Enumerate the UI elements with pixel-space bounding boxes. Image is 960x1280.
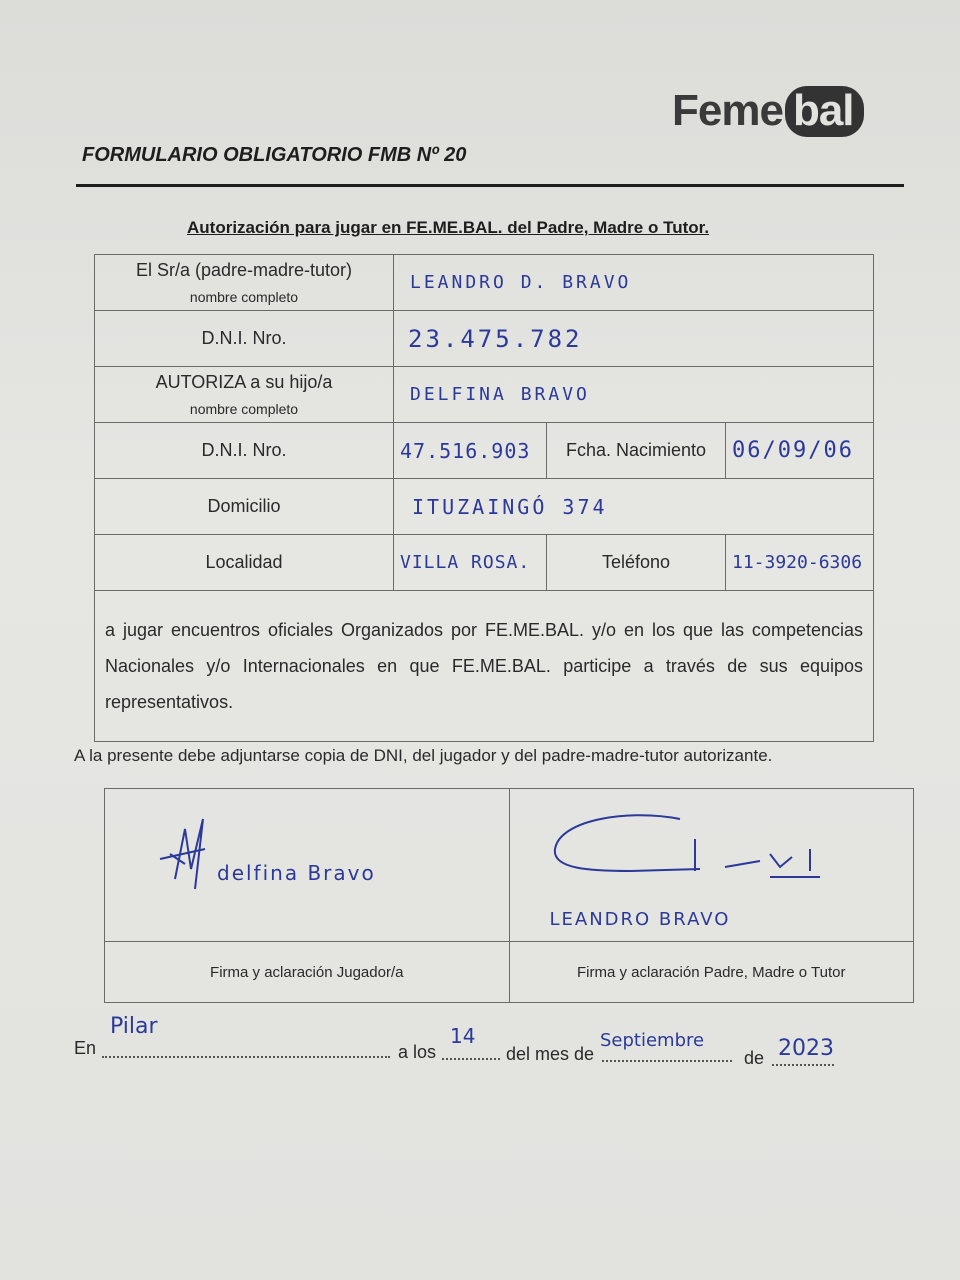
form-subtitle: Autorización para jugar en FE.ME.BAL. del Padre, Madre o Tutor. xyxy=(187,218,710,237)
authorization-table xyxy=(94,254,874,742)
parent-signature-scribble xyxy=(530,809,850,889)
child-name-label-cell xyxy=(95,367,394,423)
year-value: 2023 xyxy=(778,1036,834,1061)
place-value: Pilar xyxy=(110,1014,158,1039)
de-label: de xyxy=(744,1048,765,1068)
parent-name-label-cell xyxy=(95,255,394,311)
parent-signature-caption: Firma y aclaración Padre, Madre o Tutor xyxy=(509,942,914,1003)
mes-label: del mes de xyxy=(506,1044,595,1064)
logo-text-badge: bal xyxy=(785,86,864,137)
authorization-paragraph: a jugar encuentros oficiales Organizados por FE.ME.BAL. y/o en los que las competencias Nacionales y/o Internacionales en que FE.ME.BAL. participe a través de sus equipos representativos. xyxy=(95,591,874,742)
city-label: Localidad xyxy=(95,535,394,591)
parent-dni-label: D.N.I. Nro. xyxy=(95,311,394,367)
en-label: En xyxy=(74,1038,97,1058)
child-dni-value: 47.516.903 xyxy=(400,438,531,463)
parent-dni-field[interactable] xyxy=(394,311,874,367)
year-field-line[interactable] xyxy=(772,1064,834,1066)
child-dni-field[interactable] xyxy=(394,423,547,479)
birth-date-label: Fcha. Nacimiento xyxy=(547,423,726,479)
child-dni-row xyxy=(95,423,874,479)
authorization-text-row xyxy=(95,591,874,742)
child-dni-label: D.N.I. Nro. xyxy=(95,423,394,479)
day-value: 14 xyxy=(450,1024,476,1048)
parent-signature-name: LEANDRO BRAVO xyxy=(549,909,731,930)
address-field[interactable] xyxy=(394,479,874,535)
city-row xyxy=(95,535,874,591)
parent-dni-value: 23.475.782 xyxy=(408,324,583,353)
birth-date-field[interactable] xyxy=(726,423,874,479)
header-divider xyxy=(76,184,904,187)
month-field-line[interactable] xyxy=(602,1060,732,1062)
phone-field[interactable] xyxy=(726,535,874,591)
phone-value: 11-3920-6306 xyxy=(732,552,863,573)
address-value: ITUZAINGÓ 374 xyxy=(412,494,608,519)
signature-table xyxy=(104,788,914,1003)
player-signature-box[interactable] xyxy=(105,789,510,942)
parent-name-field[interactable] xyxy=(394,255,874,311)
place-field-line[interactable] xyxy=(102,1056,390,1058)
femebal-logo xyxy=(672,86,864,136)
parent-name-row xyxy=(95,255,874,311)
phone-label: Teléfono xyxy=(547,535,726,591)
logo-text-main: Feme xyxy=(672,86,783,135)
child-name-label: AUTORIZA a su hijo/a xyxy=(155,372,333,392)
player-signature-name: delfina Bravo xyxy=(217,861,376,885)
child-name-row xyxy=(95,367,874,423)
player-signature-scribble xyxy=(155,809,225,899)
parent-name-label: El Sr/a (padre-madre-tutor) xyxy=(135,260,353,280)
city-field[interactable] xyxy=(394,535,547,591)
parent-name-sublabel: nombre completo xyxy=(189,289,299,305)
attachment-note: A la presente debe adjuntarse copia de DNI, del jugador y del padre-madre-tutor autorizante. xyxy=(74,746,773,765)
child-name-sublabel: nombre completo xyxy=(189,401,299,417)
address-row xyxy=(95,479,874,535)
day-field-line[interactable] xyxy=(442,1058,500,1060)
month-value: Septiembre xyxy=(600,1030,705,1051)
address-label: Domicilio xyxy=(95,479,394,535)
parent-name-value: LEANDRO D. BRAVO xyxy=(410,272,632,293)
child-name-field[interactable] xyxy=(394,367,874,423)
a-los-label: a los xyxy=(398,1042,437,1062)
city-value: VILLA ROSA. xyxy=(400,552,531,573)
birth-date-value: 06/09/06 xyxy=(732,438,854,463)
date-line xyxy=(74,1036,894,1076)
child-name-value: DELFINA BRAVO xyxy=(410,384,590,405)
form-title: FORMULARIO OBLIGATORIO FMB Nº 20 xyxy=(82,144,467,166)
parent-dni-row xyxy=(95,311,874,367)
parent-signature-box[interactable] xyxy=(509,789,914,942)
player-signature-caption: Firma y aclaración Jugador/a xyxy=(105,942,510,1003)
